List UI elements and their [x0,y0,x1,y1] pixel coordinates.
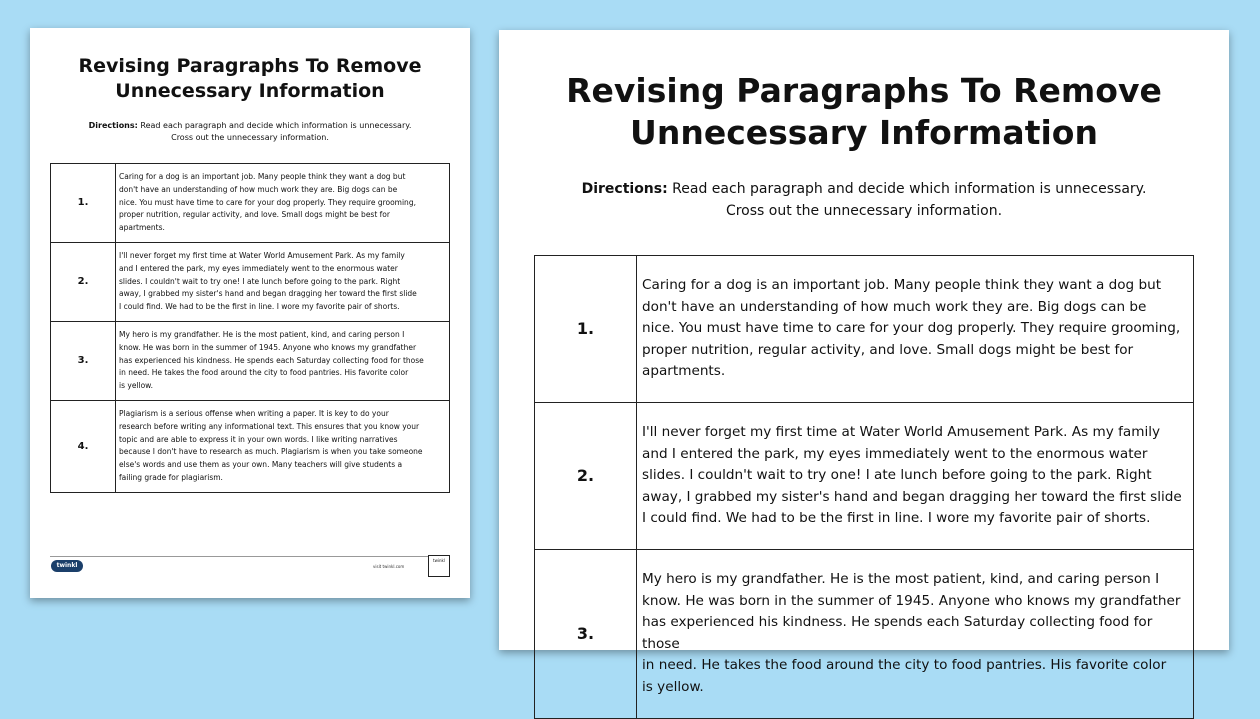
paragraph-line: slides. I couldn't wait to try one! I ate lunch before going to the park. Right [642,467,1152,484]
paragraph-text [116,321,450,400]
directions [30,120,470,144]
paragraph-text [116,400,450,492]
paragraph-line: Caring for a dog is an important job. Many people think they want a dog but [642,277,1162,293]
paragraph-line: apartments. [119,223,165,233]
paragraph-line: is yellow. [119,381,154,391]
title-line-2: Unnecessary Information [115,80,385,102]
paragraph-number: 2. [535,402,637,549]
paragraph-row [51,242,450,321]
paragraph-row [51,400,450,492]
directions-line-2: Cross out the unnecessary information. [171,133,329,142]
paragraph-line: My hero is my grandfather. He is the most patient, kind, and caring person I [119,329,405,339]
twinkl-logo: twinkl [51,560,83,572]
paragraph-line: nice. You must have time to care for your dog properly. They require grooming, [642,320,1181,337]
worksheet-preview-large [499,30,1229,695]
paragraph-line: because I don't have to research as much. Plagiarism is when you take someone [119,447,423,457]
paragraph-line: I could find. We had to be the first in line. I wore my favorite pair of shorts. [119,302,400,312]
paragraph-line: know. He was born in the summer of 1945. Anyone who knows my grandfather [642,592,1181,609]
paragraph-line: in need. He takes the food around the city to food pantries. His favorite color [642,657,1167,674]
paragraph-line: and I entered the park, my eyes immediately went to the enormous water [642,445,1148,462]
paragraph-line: topic and are able to express it in your own words. I like writing narratives [119,434,398,444]
paragraph-number: 1. [535,256,637,403]
directions-label: Directions: [88,121,138,130]
footer-badge: twinkl [428,555,450,577]
paragraph-row [535,402,1194,549]
paragraph-line: I'll never forget my first time at Water World Amusement Park. As my family [642,423,1161,440]
paragraph-line: else's words and use them as your own. Many teachers will give students a [119,460,403,470]
paragraph-line: know. He was born in the summer of 1945. Anyone who knows my grandfather [119,342,417,352]
paragraph-line: proper nutrition, regular activity, and love. Small dogs might be best for [119,210,390,220]
footer-url: visit twinkl.com [373,564,405,569]
paragraph-row [51,164,450,243]
paragraph-text [637,549,1194,718]
paragraph-line: nice. You must have time to care for your dog properly. They require grooming, [119,197,416,207]
paragraph-number: 1. [51,164,116,243]
paragraph-line: is yellow. [642,678,704,695]
paragraph-line: has experienced his kindness. He spends each Saturday collecting food for those [119,355,424,365]
paragraph-line: I'll never forget my first time at Water World Amusement Park. As my family [119,250,405,260]
paragraph-line: Caring for a dog is an important job. Many people think they want a dog but [119,172,406,181]
title-line-1: Revising Paragraphs To Remove [566,71,1162,110]
paragraph-text [116,164,450,243]
paragraph-table-large [534,255,1194,719]
paragraph-line: don't have an understanding of how much work they are. Big dogs can be [642,298,1147,315]
page-title [30,28,470,104]
paragraph-line: I could find. We had to be the first in line. I wore my favorite pair of shorts. [642,510,1151,527]
paragraph-line: failing grade for plagiarism. [119,472,223,482]
paragraph-line: My hero is my grandfather. He is the most patient, kind, and caring person I [642,570,1160,587]
paragraph-text [637,256,1194,403]
paragraph-line: and I entered the park, my eyes immediately went to the enormous water [119,263,398,273]
paragraph-rows [51,164,450,493]
directions-large [499,178,1229,222]
paragraph-number: 3. [51,321,116,400]
paragraph-line: in need. He takes the food around the city to food pantries. His favorite color [119,368,409,378]
paragraph-table [50,163,450,493]
paragraph-line: apartments. [642,363,726,380]
paragraph-row [535,549,1194,718]
page-title-large [499,30,1229,154]
paragraph-line: proper nutrition, regular activity, and love. Small dogs might be best for [642,341,1134,358]
paragraph-line: don't have an understanding of how much work they are. Big dogs can be [119,184,398,194]
paragraph-line: away, I grabbed my sister's hand and began dragging her toward the first slide [119,289,417,299]
footer-divider [50,556,450,557]
paragraph-text [116,242,450,321]
paragraph-line: slides. I couldn't wait to try one! I ate lunch before going to the park. Right [119,276,401,286]
title-line-2: Unnecessary Information [630,113,1098,152]
title-line-1: Revising Paragraphs To Remove [78,55,422,77]
paragraph-row [535,256,1194,403]
paragraph-rows-large [535,256,1194,719]
paragraph-line: research before writing any informational text. This ensures that you know your [119,421,420,431]
paragraph-number: 2. [51,242,116,321]
paragraph-line: Plagiarism is a serious offense when writing a paper. It is key to do your [119,408,389,418]
directions-label: Directions: [581,181,668,197]
paragraph-number: 4. [51,400,116,492]
directions-line-2: Cross out the unnecessary information. [725,203,1003,219]
directions-line-1: Read each paragraph and decide which information is unnecessary. [140,121,412,130]
paragraph-number: 3. [535,549,637,718]
paragraph-text [637,402,1194,549]
paragraph-line: has experienced his kindness. He spends each Saturday collecting food for those [642,614,1153,652]
worksheet-preview-small [30,28,470,598]
paragraph-row [51,321,450,400]
paragraph-line: away, I grabbed my sister's hand and began dragging her toward the first slide [642,488,1182,505]
directions-line-1: Read each paragraph and decide which information is unnecessary. [672,181,1147,197]
